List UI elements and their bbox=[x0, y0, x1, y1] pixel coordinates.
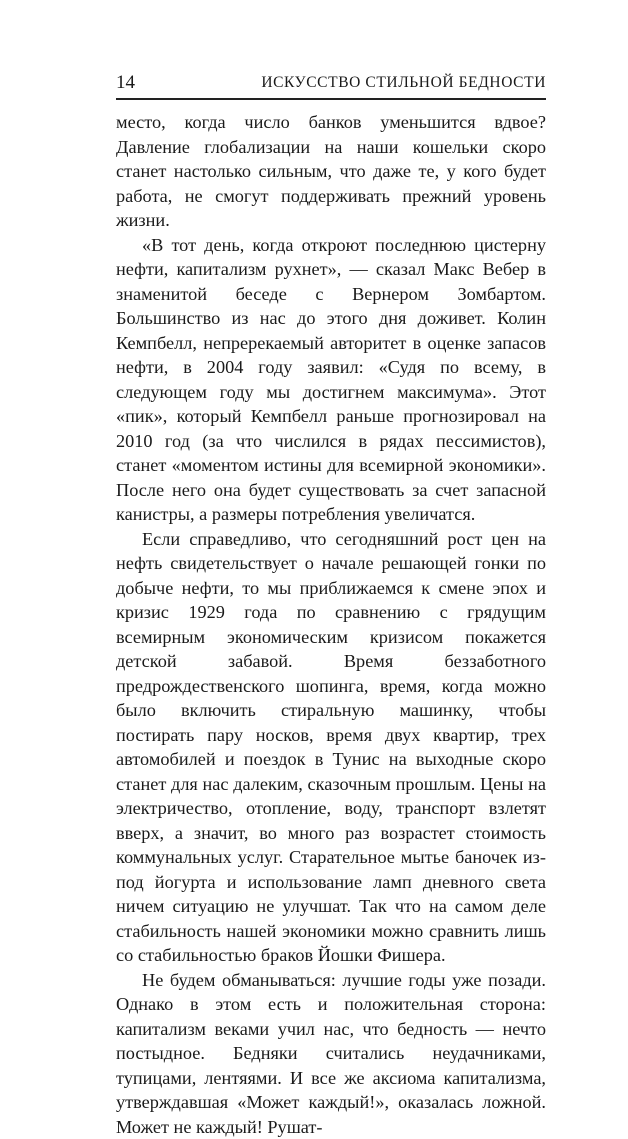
paragraph: «В тот день, когда откроют последнюю цистерну нефти, капитализм рухнет», — сказал Макс Вебер в знаменитой беседе с Вернером Зомбартом. Большинство из нас до этого дня доживет. Колин Кемпбелл, непререкаемый авторитет в оценке запасов нефти, в 2004 году заявил: «Судя по всему, в следующем году мы достигнем максимума». Этот «пик», который Кемпбелл раньше прогнозировал на 2010 год (за что числился в рядах пессимистов), станет «моментом истины для всемирной экономики». После него она будет существовать за счет запасной канистры, а размеры потребления увеличатся. bbox=[116, 233, 546, 527]
paragraph: место, когда число банков уменьшится вдвое? Давление глобализации на наши кошельки скоро станет настолько сильным, что даже те, у кого будет работа, не смогут поддерживать прежний уровень жизни. bbox=[116, 110, 546, 233]
page-number: 14 bbox=[116, 73, 135, 93]
page-header bbox=[116, 72, 546, 100]
running-title: ИСКУССТВО СТИЛЬНОЙ БЕДНОСТИ bbox=[261, 73, 546, 93]
paragraph: Если справедливо, что сегодняшний рост цен на нефть свидетельствует о начале решающей гонки по добыче нефти, то мы приближаемся к смене эпох и кризис 1929 года по сравнению с грядущим всемирным экономическим кризисом покажется детской забавой. Время беззаботного предрождественского шопинга, время, когда можно было включить стиральную машинку, чтобы постирать пару носков, время двух квартир, трех автомобилей и поездок в Тунис на выходные скоро станет для нас далеким, сказочным прошлым. Цены на электричество, отопление, воду, транспорт взлетят вверх, а значит, во много раз возрастет стоимость коммунальных услуг. Старательное мытье баночек из-под йогурта и использование ламп дневного света ничем ситуацию не улучшат. Так что на самом деле стабильность нашей экономики можно сравнить лишь со стабильностью браков Йошки Фишера. bbox=[116, 527, 546, 968]
paragraph: Не будем обманываться: лучшие годы уже позади. Однако в этом есть и положительная сторона: капитализм веками учил нас, что бедность — нечто постыдное. Бедняки считались неудачниками, тупицами, лентяями. И все же аксиома капитализма, утверждавшая «Может каждый!», оказалась ложной. Может не каждый! Рушат- bbox=[116, 968, 546, 1139]
body-text bbox=[116, 110, 546, 1139]
